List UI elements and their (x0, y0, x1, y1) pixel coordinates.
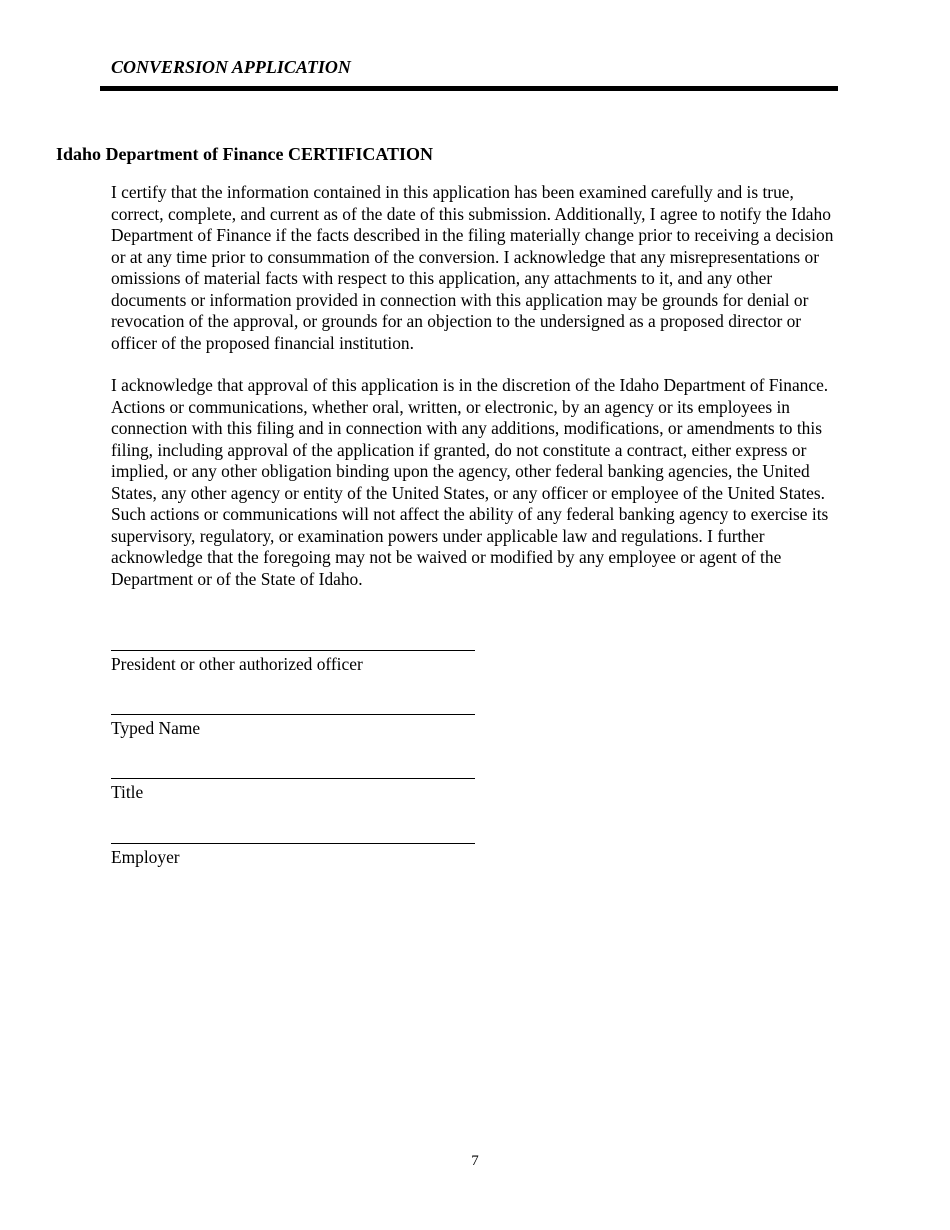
signature-label-title: Title (111, 782, 144, 803)
signature-label-employer: Employer (111, 847, 180, 868)
header-rule (100, 86, 838, 91)
signature-line[interactable] (111, 778, 475, 779)
certification-paragraph-2: I acknowledge that approval of this application is in the discretion of the Idaho Department of Finance. Actions or communications, whether oral, written, or electronic, by an agency or its employees in connection with this filing and in connection with any additions, modifications, or amendments to this filing, including approval of the application if granted, do not constitute a contract, either express or implied, or any other obligation binding upon the agency, other federal banking agencies, the United States, any other agency or entity of the United States, or any officer or employee of the United States. Such actions or communications will not affect the ability of any federal banking agency to exercise its supervisory, regulatory, or examination powers under applicable law and regulations. I further acknowledge that the foregoing may not be waived or modified by any employee or agent of the Department or of the State of Idaho. (111, 375, 829, 589)
signature-field-typed-name[interactable] (111, 714, 475, 739)
running-header-title: CONVERSION APPLICATION (111, 57, 351, 77)
page-number: 7 (471, 1153, 479, 1169)
signature-line[interactable] (111, 714, 475, 715)
signature-field-officer[interactable] (111, 650, 475, 675)
signature-line[interactable] (111, 843, 475, 844)
section-heading: Idaho Department of Finance CERTIFICATION (56, 144, 434, 164)
signature-label-typed-name: Typed Name (111, 718, 201, 739)
signature-field-title[interactable] (111, 778, 475, 803)
signature-label-officer: President or other authorized officer (111, 654, 363, 675)
signature-field-employer[interactable] (111, 843, 475, 868)
signature-line[interactable] (111, 650, 475, 651)
certification-paragraph-1: I certify that the information contained in this application has been examined carefully and is true, correct, complete, and current as of the date of this submission. Additionally, I agree to notify the Idaho Department of Finance if the facts described in the filing materially change prior to receiving a decision or at any time prior to consummation of the conversion. I acknowledge that any misrepresentations or omissions of material facts with respect to this application, any attachments to it, and any other documents or information provided in connection with this application may be grounds for denial or revocation of the approval, or grounds for an objection to the undersigned as a proposed director or officer of the proposed financial institution. (111, 182, 834, 353)
